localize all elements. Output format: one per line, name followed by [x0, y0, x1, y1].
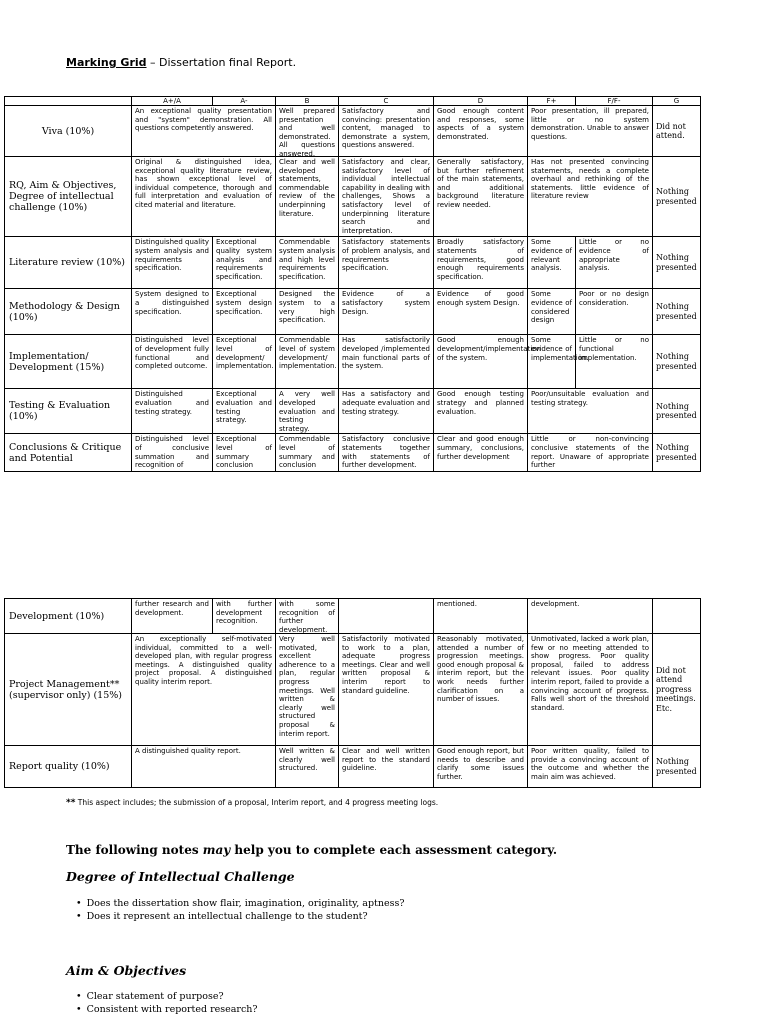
criteria-text: System designed to a distinguished specification. — [135, 290, 209, 316]
criteria-text: Has satisfactorily developed /implemented main functional parts of the system. — [342, 336, 430, 371]
criteria-text: Very well motivated, excellent adherence to a plan, regular progress meetings. Well written & clearly well structured proposal & interim report. — [279, 635, 335, 738]
criteria-cell — [528, 237, 576, 289]
criteria-cell — [276, 746, 339, 788]
category-cell: Report quality (10%) — [5, 746, 132, 788]
criteria-cell — [132, 434, 213, 472]
criteria-text: Little or no functional implementation. — [579, 336, 649, 362]
criteria-text: Commendable level of system development/ implementation. — [279, 336, 337, 371]
criteria-text: Satisfactory and clear, satisfactory level of individual intellectual capability in dealing with challenges, Shows a satisfactory level of underpinning literature search and interpretation. — [342, 158, 430, 235]
list-item: • Does it represent an intellectual challenge to the student? — [76, 910, 404, 923]
category-cell: Viva (10%) — [5, 106, 132, 157]
footnote — [66, 798, 438, 808]
criteria-text: Has not presented convincing statements, needs a complete overhaul and rethinking of the statements. little evidence of literature review — [531, 158, 649, 201]
criteria-cell — [576, 289, 653, 335]
criteria-text: An exceptionally self-motivated individual, committed to a well-developed plan, with regular progress meetings. A distinguished quality project proposal. A distinguished quality interim report. — [135, 635, 272, 686]
criteria-cell — [339, 389, 434, 434]
criteria-text: Distinguished level of conclusive summation and recognition of — [135, 435, 209, 470]
criteria-text: Distinguished evaluation and testing strategy. — [135, 390, 209, 416]
criteria-cell — [213, 335, 276, 389]
category-cell: Implementation/ Development (15%) — [5, 335, 132, 389]
grade-header: C — [339, 97, 434, 106]
criteria-cell — [576, 335, 653, 389]
criteria-text: Satisfactory conclusive statements together with statements of further development. — [342, 435, 430, 470]
category-cell: Project Management** (supervisor only) (15%) — [5, 634, 132, 746]
footnote-stars: ** — [66, 798, 76, 808]
criteria-text: mentioned. — [437, 600, 477, 608]
grade-g-cell: Nothing presented — [653, 237, 701, 289]
grade-g-cell: Did not attend progress meetings. Etc. — [653, 634, 701, 746]
section-title: Degree of Intellectual Challenge — [66, 869, 295, 884]
footnote-text: This aspect includes; the submission of a proposal, Interim report, and 4 progress meeting logs. — [75, 798, 439, 807]
criteria-text: Exceptional system design specification. — [216, 290, 272, 316]
criteria-cell — [276, 106, 339, 157]
criteria-text: Commendable level of summary and conclusion — [279, 435, 335, 470]
criteria-text: Broadly satisfactory statements of requirements, good enough requirements specification. — [437, 238, 524, 281]
criteria-cell — [528, 157, 653, 237]
criteria-text: Evidence of good enough system Design. — [437, 290, 524, 307]
criteria-cell — [213, 289, 276, 335]
criteria-cell — [132, 746, 276, 788]
criteria-cell — [434, 106, 528, 157]
criteria-text: Reasonably motivated, attended a number of progression meetings. good enough proposal & interim report, but the work needs further clarification on a number of issues. — [437, 635, 524, 704]
grade-g-cell: Nothing presented — [653, 289, 701, 335]
criteria-cell — [276, 634, 339, 746]
criteria-cell — [434, 157, 528, 237]
table-row — [5, 389, 701, 434]
criteria-cell — [132, 335, 213, 389]
criteria-text: A distinguished quality report. — [135, 747, 241, 755]
criteria-cell — [528, 599, 653, 634]
criteria-cell — [132, 634, 276, 746]
criteria-cell — [434, 335, 541, 389]
criteria-text: Little or non-convincing conclusive statements of the report. Unaware of appropriate further — [531, 435, 649, 470]
criteria-cell — [339, 434, 434, 472]
table-row — [5, 335, 701, 389]
table-row — [5, 106, 701, 157]
grade-header: A- — [213, 97, 276, 106]
criteria-text: Good enough development/implementation of the system. — [437, 336, 541, 362]
criteria-cell — [276, 289, 339, 335]
criteria-text: Some evidence of implementation. — [531, 336, 589, 362]
criteria-text: Exceptional level of summary conclusion — [216, 435, 272, 470]
criteria-text: Distinguished level of development fully functional and completed outcome. — [135, 336, 209, 371]
criteria-text: Poor written quality, failed to provide a convincing account of the outcome and whether the main aim was achieved. — [531, 747, 649, 781]
criteria-cell — [528, 289, 576, 335]
criteria-text: Little or no evidence of appropriate analysis. — [579, 238, 649, 273]
notes-title-pre: The following notes — [66, 843, 203, 857]
criteria-text: Has a satisfactory and adequate evaluation and testing strategy. — [342, 390, 430, 416]
notes-title-emphasis: may — [202, 843, 231, 857]
notes-title-post: help you to complete each assessment category. — [230, 843, 558, 857]
notes-title — [66, 843, 557, 857]
category-cell: Literature review (10%) — [5, 237, 132, 289]
criteria-text: Unmotivated, lacked a work plan, few or no meeting attended to show progress. Poor quality proposal, failed to address relevant issues. Poor quality interim report, failed to provide a convincing account of progress. Falls well short of the threshold standard. — [531, 635, 649, 712]
header-blank — [5, 97, 132, 106]
grade-header: A+/A — [132, 97, 213, 106]
criteria-text: Good enough content and responses, some aspects of a system demonstrated. — [437, 107, 524, 141]
bullet-list — [76, 990, 257, 1016]
criteria-cell — [339, 289, 434, 335]
criteria-text: Designed the system to a very high specification. — [279, 290, 335, 325]
criteria-text: Clear and good enough summary, conclusions, further development — [437, 435, 524, 461]
criteria-text: Good enough testing strategy and planned evaluation. — [437, 390, 524, 416]
grade-g-cell: Nothing presented — [653, 335, 701, 389]
criteria-text: Satisfactory statements of problem analysis, and requirements specification. — [342, 238, 430, 273]
criteria-text: Exceptional evaluation and testing strategy. — [216, 390, 272, 425]
criteria-cell — [339, 746, 434, 788]
grade-g-cell: Nothing presented — [653, 389, 701, 434]
criteria-cell — [434, 746, 528, 788]
grade-g-cell — [653, 599, 701, 634]
criteria-cell — [434, 434, 528, 472]
criteria-cell — [132, 599, 213, 634]
criteria-cell — [132, 157, 276, 237]
criteria-cell — [276, 237, 339, 289]
criteria-text: Poor/unsuitable evaluation and testing strategy. — [531, 390, 649, 407]
criteria-text: Some evidence of relevant analysis. — [531, 238, 572, 273]
criteria-text: Poor presentation, ill prepared, little or no system demonstration. Unable to answer questions. — [531, 107, 649, 141]
criteria-cell — [276, 389, 339, 434]
criteria-text: Some evidence of considered design — [531, 290, 572, 325]
criteria-text: Exceptional quality system analysis and requirements specification. — [216, 238, 272, 281]
list-item: • Does the dissertation show flair, imagination, originality, aptness? — [76, 897, 404, 910]
criteria-cell — [434, 599, 528, 634]
criteria-cell — [276, 157, 339, 237]
criteria-cell — [132, 237, 213, 289]
category-cell: Development (10%) — [5, 599, 132, 634]
criteria-cell — [213, 434, 276, 472]
criteria-text: Satisfactorily motivated to work to a plan, adequate progress meetings. Clear and well written proposal & interim report to standard guideline. — [342, 635, 430, 695]
table-row — [5, 746, 701, 788]
criteria-cell — [132, 289, 213, 335]
marking-grid-table-continued — [4, 598, 701, 788]
grade-g-cell: Nothing presented — [653, 434, 701, 472]
category-cell: Methodology & Design (10%) — [5, 289, 132, 335]
criteria-cell — [276, 434, 339, 472]
table-row — [5, 289, 701, 335]
criteria-text: Well written & clearly well structured. — [279, 747, 335, 773]
category-cell: Conclusions & Critique and Potential — [5, 434, 132, 472]
criteria-text: Generally satisfactory, but further refinement of the main statements, and additional background literature review needed. — [437, 158, 524, 209]
grade-header: G — [653, 97, 701, 106]
criteria-text: Distinguished quality system analysis and requirements specification. — [135, 238, 209, 273]
list-item: • Clear statement of purpose? — [76, 990, 257, 1003]
category-cell: Testing & Evaluation (10%) — [5, 389, 132, 434]
criteria-cell — [528, 746, 653, 788]
table-row — [5, 599, 701, 634]
criteria-text: development. — [531, 600, 580, 608]
bullet-list — [76, 897, 404, 923]
criteria-text: further research and development. — [135, 600, 209, 617]
criteria-cell — [276, 335, 339, 389]
grade-header: B — [276, 97, 339, 106]
category-cell: RQ, Aim & Objectives, Degree of intellectual challenge (10%) — [5, 157, 132, 237]
table-row — [5, 434, 701, 472]
criteria-text: Well prepared presentation and well demonstrated. All questions answered. — [279, 107, 335, 158]
criteria-cell — [434, 389, 528, 434]
criteria-cell — [339, 157, 434, 237]
criteria-text: with further development recognition. — [216, 600, 272, 626]
criteria-cell — [528, 335, 589, 389]
criteria-text: A very well developed evaluation and testing strategy. — [279, 390, 335, 433]
section-title: Aim & Objectives — [66, 963, 187, 978]
criteria-cell — [339, 335, 434, 389]
criteria-cell — [528, 634, 653, 746]
criteria-cell — [434, 237, 528, 289]
criteria-cell — [132, 106, 276, 157]
criteria-cell — [434, 634, 528, 746]
grade-g-cell: Nothing presented — [653, 746, 701, 788]
criteria-cell — [276, 599, 339, 634]
table-row — [5, 237, 701, 289]
criteria-cell — [528, 389, 653, 434]
grade-header: F/F- — [576, 97, 653, 106]
grade-header: F+ — [528, 97, 576, 106]
heading-bold: Marking Grid — [66, 56, 147, 69]
criteria-cell — [528, 106, 653, 157]
criteria-text: Good enough report, but needs to describe and clarify some issues further. — [437, 747, 524, 781]
criteria-text: Exceptional level of development/ implementation. — [216, 336, 274, 371]
criteria-text: Clear and well written report to the standard guideline. — [342, 747, 430, 773]
list-item: • Consistent with reported research? — [76, 1003, 257, 1016]
grade-g-cell: Did not attend. — [653, 106, 701, 157]
criteria-text: Commendable system analysis and high level requirements specification. — [279, 238, 335, 281]
criteria-text: with some recognition of further development. — [279, 600, 335, 634]
page-heading — [66, 56, 296, 69]
criteria-cell — [213, 599, 276, 634]
criteria-cell — [339, 106, 434, 157]
table-row — [5, 157, 701, 237]
criteria-cell — [213, 389, 276, 434]
grade-header: D — [434, 97, 528, 106]
criteria-text: Clear and well developed statements, commendable review of the underpinning literature. — [279, 158, 335, 218]
grade-header-row — [5, 97, 701, 106]
criteria-cell — [339, 237, 434, 289]
criteria-text: Evidence of a satisfactory system Design. — [342, 290, 430, 316]
criteria-cell — [528, 434, 653, 472]
criteria-text: Poor or no design consideration. — [579, 290, 649, 307]
heading-rest: – Dissertation final Report. — [146, 56, 297, 69]
criteria-cell — [339, 599, 434, 634]
criteria-cell — [434, 289, 528, 335]
criteria-text: Original & distinguished idea, exceptional quality literature review, has shown exceptional level of individual competence, thorough and full interpretation and evaluation of cited material and literature. — [135, 158, 272, 209]
grade-g-cell: Nothing presented — [653, 157, 701, 237]
marking-grid-table — [4, 96, 701, 472]
table-row — [5, 634, 701, 746]
criteria-text: An exceptional quality presentation and "system" demonstration. All questions competently answered. — [135, 107, 272, 133]
criteria-cell — [576, 237, 653, 289]
criteria-cell — [132, 389, 213, 434]
criteria-cell — [339, 634, 434, 746]
criteria-text: Satisfactory and convincing: presentation content, managed to demonstrate a system, questions answered. — [342, 107, 430, 150]
criteria-cell — [213, 237, 276, 289]
